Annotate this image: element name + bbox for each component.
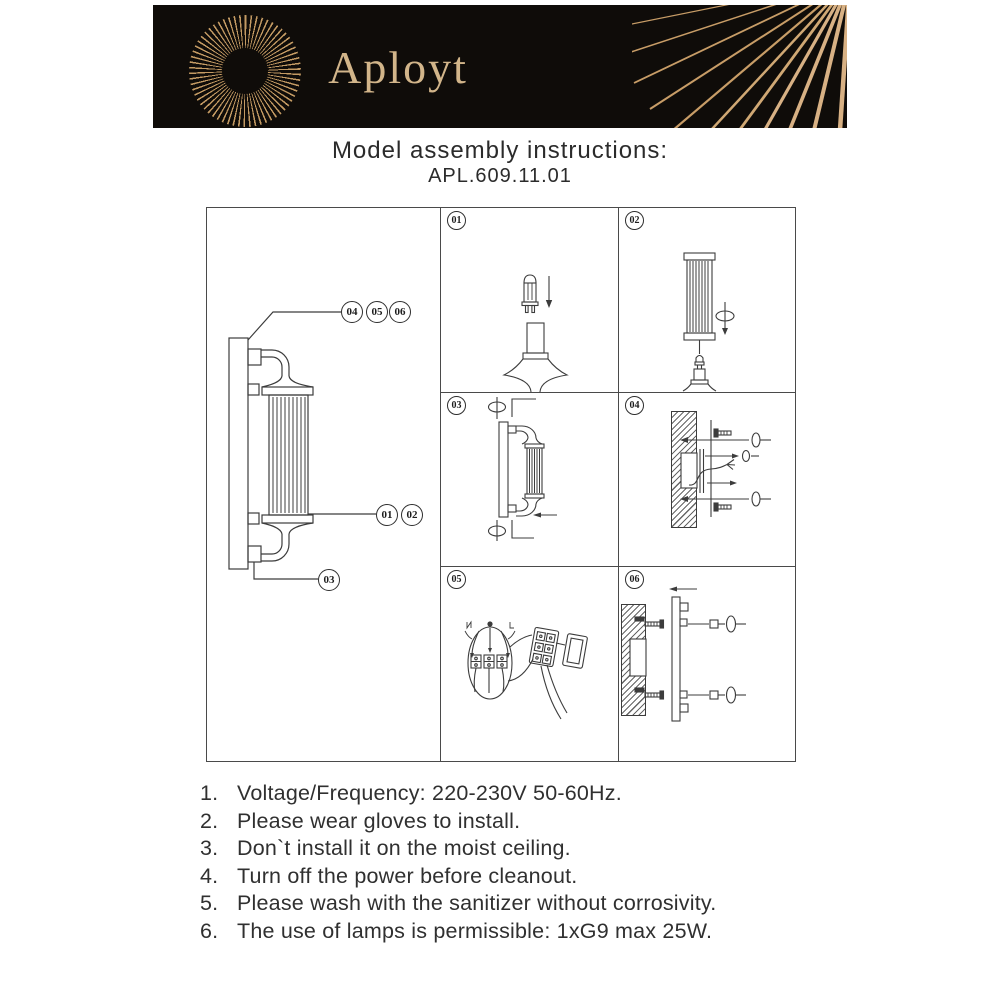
brand-header (153, 5, 847, 128)
instruction-number: 4. (200, 863, 219, 888)
instruction-text: Please wear gloves to install. (237, 808, 521, 833)
instruction-number: 5. (200, 891, 219, 915)
instruction-text: Turn off the power before cleanout. (237, 863, 578, 888)
step-badge-02: 02 (625, 211, 644, 230)
step-badge-04: 04 (625, 396, 644, 415)
instruction-number: 3. (200, 836, 219, 860)
model-number: APL.609.11.01 (428, 165, 572, 187)
instruction-text: Please wash with the sanitizer without corrosivity. (237, 891, 717, 915)
instruction-item (200, 808, 840, 836)
instruction-text: Don`t install it on the moist ceiling. (237, 836, 571, 860)
instruction-item (200, 835, 840, 863)
instruction-item (200, 918, 840, 946)
sunburst-logo-icon (189, 15, 301, 127)
callout-01: 01 (376, 504, 398, 526)
attach-shade-drawing (619, 208, 796, 392)
step-panel-06 (619, 567, 796, 761)
instruction-number: 6. (200, 918, 219, 943)
rays-decoration-icon (632, 5, 847, 128)
step-badge-06: 06 (625, 570, 644, 589)
fix-body-drawing (441, 393, 618, 566)
mount-backplate-drawing (619, 567, 796, 761)
instruction-item (200, 890, 840, 918)
insert-bulb-drawing (441, 208, 618, 392)
brand-wordmark: Aployt (328, 42, 468, 93)
instruction-item (200, 780, 840, 808)
step-panel-04 (619, 393, 796, 566)
overview-panel (207, 208, 440, 761)
wiring-drawing (441, 567, 618, 761)
callout-04: 04 (341, 301, 363, 323)
step-badge-05: 05 (447, 570, 466, 589)
callout-02: 02 (401, 504, 423, 526)
step-panel-01 (441, 208, 618, 392)
callout-06: 06 (389, 301, 411, 323)
step-badge-03: 03 (447, 396, 466, 415)
instruction-text: The use of lamps is permissible: 1xG9 max 25W. (237, 918, 713, 943)
instruction-item (200, 863, 840, 891)
instruction-list (200, 780, 840, 945)
step-panel-02 (619, 208, 796, 392)
step-badge-01: 01 (447, 211, 466, 230)
callout-05: 05 (366, 301, 388, 323)
assembly-figure (206, 207, 796, 762)
instruction-number: 2. (200, 808, 219, 833)
step-panel-03 (441, 393, 618, 566)
page-title: Model assembly instructions: (331, 137, 669, 164)
wall-lamp-overview-drawing (207, 208, 440, 761)
wall-anchor-drawing (619, 393, 796, 566)
instruction-number: 1. (200, 781, 219, 805)
step-panel-05 (441, 567, 618, 761)
instruction-text: Voltage/Frequency: 220-230V 50-60Hz. (237, 781, 622, 805)
callout-03: 03 (318, 569, 340, 591)
